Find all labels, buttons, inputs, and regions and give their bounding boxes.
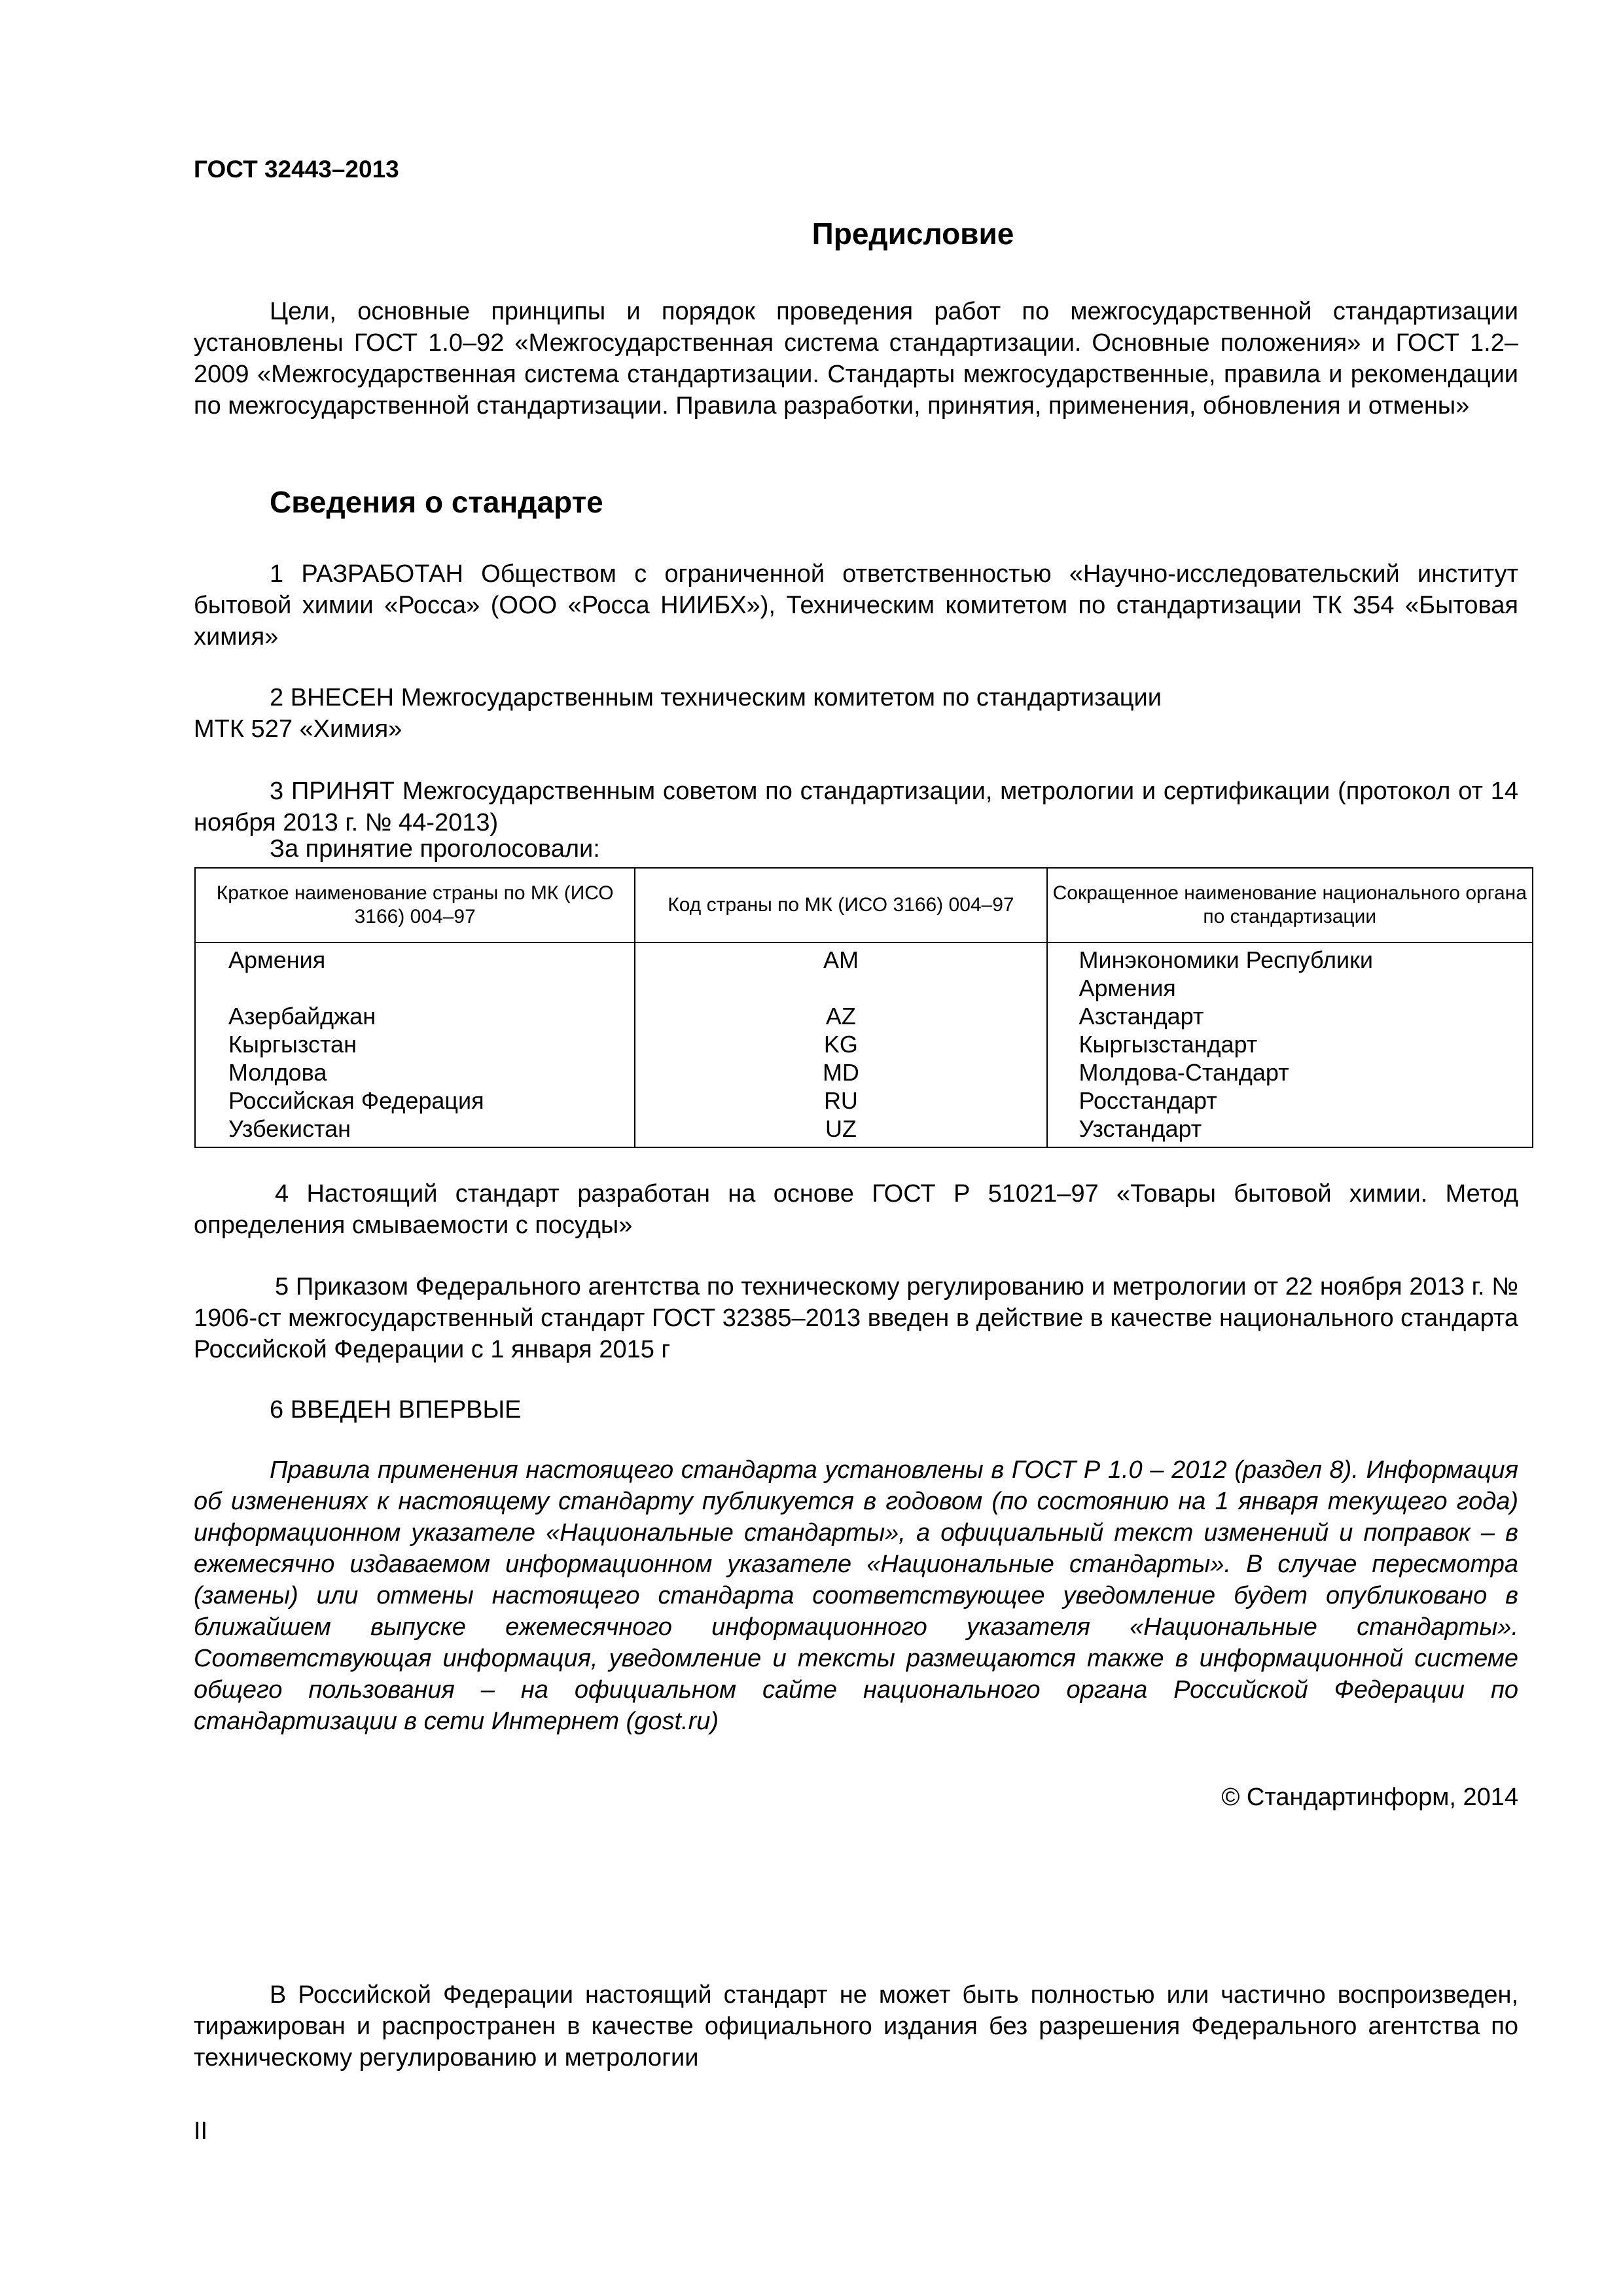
country-cell: Молдова: [195, 1058, 635, 1086]
body-cell: Кыргызстандарт: [1047, 1030, 1533, 1058]
header-country-code: Код страны по МК (ИСО 3166) 004–97: [635, 868, 1046, 942]
info-item-submitted-committee: МТК 527 «Химия»: [194, 715, 402, 743]
vote-table-header-row: [195, 868, 1533, 942]
code-cell: MD: [635, 1058, 1046, 1086]
info-item-developed: 1 РАЗРАБОТАН Обществом с ограниченной ответственностью «Научно-исследовательский институт бытовой химии «Росса» (ООО «Росса НИИБХ»), Техническим комитетом по стандартизации ТК 354 «Бытовая химия»: [194, 560, 1518, 651]
table-row: [195, 1115, 1533, 1147]
country-cell: Российская Федерация: [195, 1086, 635, 1115]
table-row: [195, 1058, 1533, 1086]
page-number: II: [194, 2117, 208, 2145]
code-cell: AZ: [635, 1002, 1046, 1030]
info-item-adopted: 3 ПРИНЯТ Межгосударственным советом по стандартизации, метрологии и сертификации (протокол от 14 ноября 2013 г. № 44-2013): [194, 778, 1518, 836]
table-row: [195, 1002, 1533, 1030]
reproduction-notice: В Российской Федерации настоящий стандарт не может быть полностью или частично воспроизведен, тиражирован и распространен в качестве официального издания без разрешения Федерального агентства по техническому регулированию и метрологии: [194, 1981, 1518, 2072]
standard-info-heading: Сведения о стандарте: [270, 485, 603, 519]
table-row: [195, 942, 1533, 1002]
vote-table: [194, 867, 1533, 1148]
document-number: ГОСТ 32443–2013: [194, 156, 399, 183]
info-item-order: 5 Приказом Федерального агентства по техническому регулированию и метрологии от 22 ноября 2013 г. № 1906-ст межгосударственный стандарт ГОСТ 32385–2013 введен в действие в качестве национального стандарта Российской Федерации с 1 января 2015 г: [194, 1273, 1518, 1363]
application-rules-note: Правила применения настоящего стандарта установлены в ГОСТ Р 1.0 – 2012 (раздел 8). Информация об изменениях к настоящему стандарту публикуется в годовом (по состоянию на 1 января текущего года) информационном указателе «Национальные стандарты», а официальный текст изменений и поправок – в ежемесячно издаваемом информационном указателе «Национальные стандарты». В случае пересмотра (замены) или отмены настоящего стандарта соответствующее уведомление будет опубликовано в ближайшем выпуске ежемесячного информационного указателя «Национальные стандарты». Соответствующая информация, уведомление и тексты размещаются также в информационной системе общего пользования – на официальном сайте национального органа Российской Федерации по стандартизации в сети Интернет (gost.ru): [194, 1456, 1518, 1735]
table-row: [195, 1030, 1533, 1058]
country-cell: Азербайджан: [195, 1002, 635, 1030]
copyright-line: © Стандартинформ, 2014: [1221, 1784, 1518, 1811]
country-cell: Армения: [195, 942, 635, 1002]
preface-heading: Предисловие: [812, 217, 1014, 251]
header-country-name: Краткое наименование страны по МК (ИСО 3166) 004–97: [195, 868, 635, 942]
info-item-submitted: 2 ВНЕСЕН Межгосударственным техническим комитетом по стандартизации: [270, 684, 1162, 711]
body-cell: Узстандарт: [1047, 1115, 1533, 1147]
body-cell: Молдова-Стандарт: [1047, 1058, 1533, 1086]
header-national-body: Сокращенное наименование национального органа по стандартизации: [1047, 868, 1533, 942]
info-item-first-introduced: 6 ВВЕДЕН ВПЕРВЫЕ: [270, 1396, 522, 1424]
code-cell: UZ: [635, 1115, 1046, 1147]
code-cell: AM: [635, 942, 1046, 1002]
country-cell: Узбекистан: [195, 1115, 635, 1147]
table-row: [195, 1086, 1533, 1115]
info-item-basis: 4 Настоящий стандарт разработан на основе ГОСТ Р 51021–97 «Товары бытовой химии. Метод определения смываемости с посуды»: [194, 1180, 1518, 1239]
code-cell: RU: [635, 1086, 1046, 1115]
code-cell: KG: [635, 1030, 1046, 1058]
body-cell: Азстандарт: [1047, 1002, 1533, 1030]
vote-caption: За принятие проголосовали:: [270, 835, 600, 863]
body-cell: Росстандарт: [1047, 1086, 1533, 1115]
body-cell: Минэкономики Республики Армения: [1047, 942, 1533, 1002]
preface-paragraph: Цели, основные принципы и порядок проведения работ по межгосударственной стандартизации установлены ГОСТ 1.0–92 «Межгосударственная система стандартизации. Основные положения» и ГОСТ 1.2–2009 «Межгосударственная система стандартизации. Стандарты межгосударственные, правила и рекомендации по межгосударственной стандартизации. Правила разработки, принятия, применения, обновления и отмены»: [194, 298, 1518, 420]
country-cell: Кыргызстан: [195, 1030, 635, 1058]
